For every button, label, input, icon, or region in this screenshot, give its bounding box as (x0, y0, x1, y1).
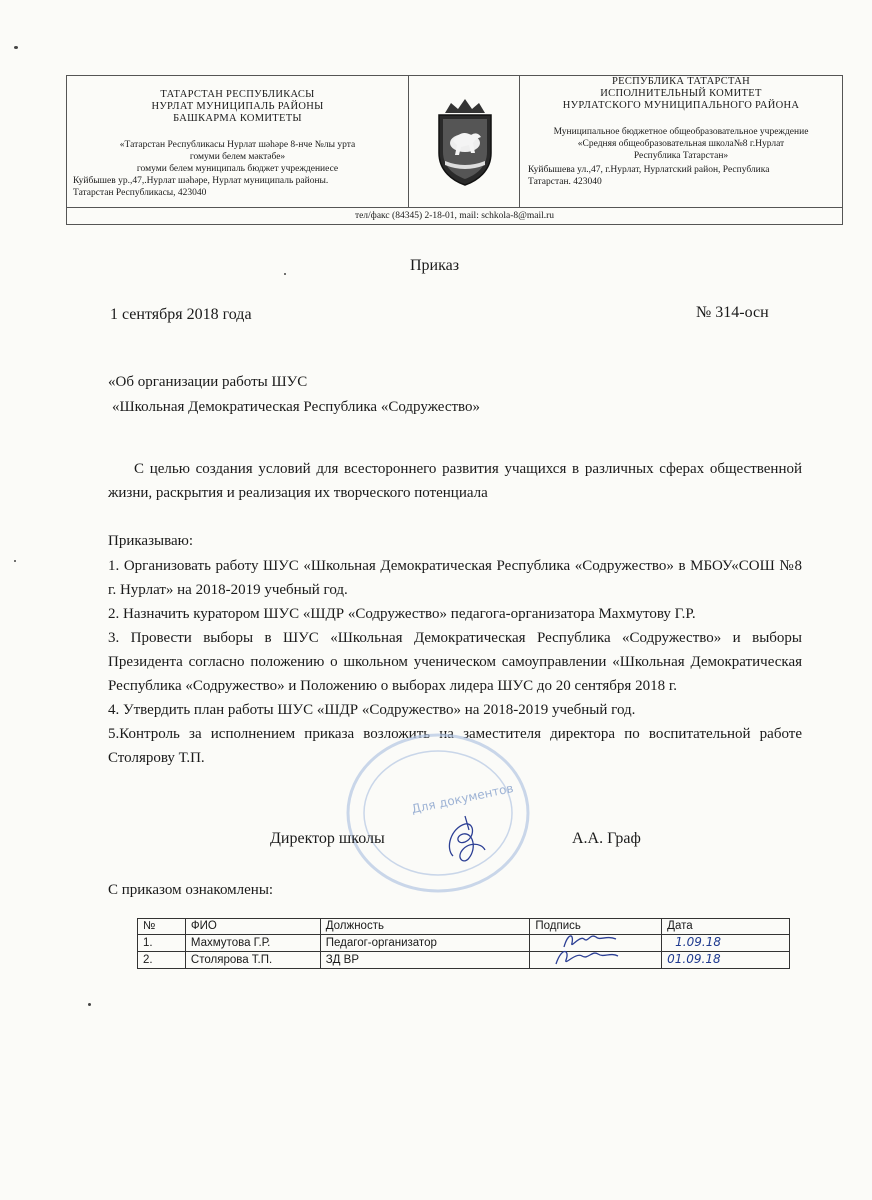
letterhead-left-block (66, 75, 409, 208)
institution-line: Муниципальное бюджетное общеобразовательное учреждение (553, 127, 809, 137)
letterhead-contacts-row (66, 208, 843, 225)
subject-line-2: «Школьная Демократическая Республика «Содружество» (112, 399, 481, 415)
letterhead-left-institution (67, 139, 408, 175)
cell-number: 1. (138, 935, 186, 952)
address-line: Куйбышева ул.,47, г.Нурлат, Нурлатский район, Республика (528, 165, 770, 175)
cell-date (662, 952, 790, 969)
letterhead (66, 75, 843, 225)
order-item: 4. Утвердить план работы ШУС «ШДР «Содружество» на 2018-2019 учебный год. (108, 702, 636, 718)
heading-line: РЕСПУБЛИКА ТАТАРСТАН (611, 76, 750, 87)
scan-speck (88, 1003, 91, 1006)
institution-line: Республика Татарстан» (633, 151, 729, 161)
cell-position: ЗД ВР (320, 952, 530, 969)
letterhead-right-block (519, 75, 843, 208)
scan-speck (14, 560, 16, 562)
subject-line-1: «Об организации работы ШУС (108, 374, 308, 390)
header-position: Должность (320, 919, 530, 935)
letterhead-left-heading (67, 89, 408, 125)
acknowledgement-table (137, 918, 790, 969)
acknowledged-label: С приказом ознакомлены: (108, 882, 274, 898)
address-line: Куйбышев ур.,47,.Нурлат шәһәре, Нурлат муниципаль районы. (73, 176, 329, 186)
order-label: Приказываю: (108, 533, 193, 549)
contacts-text: тел/факс (84345) 2-18-01, mail: schkola-8@mail.ru (354, 211, 555, 221)
header-name: ФИО (185, 919, 320, 935)
header-signature: Подпись (530, 919, 662, 935)
table-row (138, 935, 790, 952)
cell-name: Махмутова Г.Р. (185, 935, 320, 952)
order-item: 5.Контроль за исполнением приказа возложить на заместителя директора по воспитательной работе Столярову Т.П. (108, 726, 802, 766)
heading-line: БАШКАРМА КОМИТЕТЫ (173, 113, 302, 124)
header-number: № (138, 919, 186, 935)
stamp-text: Для документов (410, 780, 515, 817)
institution-line: гомуми белем муниципаль бюджет учреждениесе (136, 164, 339, 174)
handwritten-date: 1.09.18 (675, 935, 721, 949)
institution-line: «Татарстан Республикасы Нурлат шәһәре 8-нче №лы урта (119, 140, 356, 150)
handwritten-signature (552, 944, 622, 968)
director-name: А.А. Граф (572, 830, 641, 847)
cell-date (662, 935, 790, 952)
letterhead-right-address (520, 164, 842, 188)
coat-of-arms-icon (431, 95, 499, 187)
table-row (138, 952, 790, 969)
scan-speck (14, 46, 18, 49)
cell-signature (530, 952, 662, 969)
heading-line: НУРЛАТ МУНИЦИПАЛЬ РАЙОНЫ (151, 101, 324, 112)
heading-line: ИСПОЛНИТЕЛЬНЫЙ КОМИТЕТ (600, 88, 762, 99)
letterhead-left-address (67, 175, 408, 199)
cell-name: Столярова Т.П. (185, 952, 320, 969)
preamble-paragraph: С целью создания условий для всестороннего развития учащихся в различных сферах общественной жизни, раскрытия и реализация их творческого потенциала (108, 461, 802, 501)
address-line: Татарстан Республикасы, 423040 (73, 188, 207, 198)
handwritten-date: 01.09.18 (667, 952, 721, 966)
order-item: 1. Организовать работу ШУС «Школьная Демократическая Республика «Содружество» в МБОУ«СОШ №8 г. Нурлат» на 2018-2019 учебный год. (108, 558, 802, 598)
document-date: 1 сентября 2018 года (110, 306, 252, 323)
heading-line: ТАТАРСТАН РЕСПУБЛИКАСЫ (160, 89, 315, 100)
heading-line: НУРЛАТСКОГО МУНИЦИПАЛЬНОГО РАЙОНА (562, 100, 800, 111)
scan-speck (284, 273, 286, 275)
order-item: 3. Провести выборы в ШУС «Школьная Демократическая Республика «Содружество» и выборы Президента согласно положению о школьном ученическом самоуправлении «Школьная Демократическая Республика «Содружество» и Положению о выборах лидера ШУС до 20 сентября 2018 г. (108, 630, 802, 694)
document-title: Приказ (410, 257, 460, 274)
table-header-row (138, 919, 790, 935)
cell-number: 2. (138, 952, 186, 969)
header-date: Дата (662, 919, 790, 935)
institution-line: гомуми белем мәктәбе» (189, 152, 286, 162)
document-number: № 314-осн (696, 304, 769, 321)
institution-line: «Средняя общеобразовательная школа№8 г.Нурлат (577, 139, 785, 149)
cell-position: Педагог-организатор (320, 935, 530, 952)
order-item: 2. Назначить куратором ШУС «ШДР «Содружество» педагога-организатора Махмутову Г.Р. (108, 606, 696, 622)
address-line: Татарстан. 423040 (528, 177, 602, 187)
director-signature (435, 808, 495, 868)
letterhead-right-institution (520, 126, 842, 162)
letterhead-right-heading (520, 76, 842, 112)
director-title: Директор школы (270, 830, 385, 847)
